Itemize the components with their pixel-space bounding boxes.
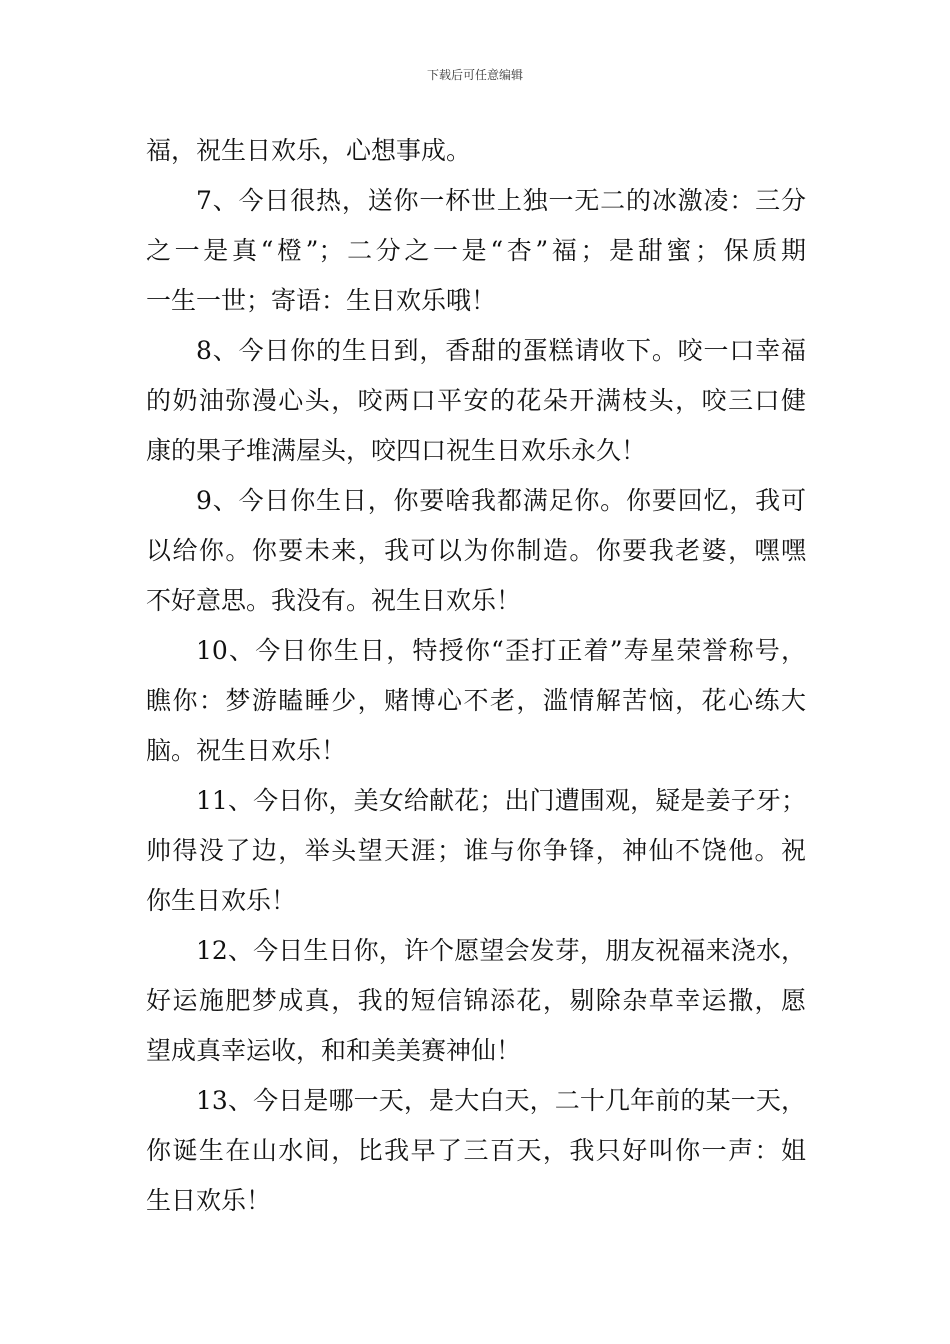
paragraph-12 — [146, 926, 806, 1076]
paragraph-line: 7、今日很热，送你一杯世上独一无二的冰激凌：三分 — [196, 186, 806, 215]
paragraph-line: 生日欢乐！ — [146, 1186, 272, 1215]
paragraph-8 — [146, 326, 806, 476]
document-body — [146, 126, 806, 1226]
paragraph-line: 好运施肥梦成真，我的短信锦添花，剔除杂草幸运撒，愿 — [146, 986, 806, 1015]
paragraph-line: 你生日欢乐！ — [146, 886, 297, 915]
paragraph-line: 13、今日是哪一天，是大白天，二十几年前的某一天， — [196, 1086, 806, 1115]
paragraph-line: 之一是真“橙”；二分之一是“杏”福；是甜蜜；保质期 — [146, 236, 806, 265]
paragraph-line: 以给你。你要未来，我可以为你制造。你要我老婆，嘿嘿 — [146, 536, 806, 565]
paragraph-line: 9、今日你生日，你要啥我都满足你。你要回忆，我可 — [196, 486, 806, 515]
paragraph-line: 康的果子堆满屋头，咬四口祝生日欢乐永久！ — [146, 436, 647, 465]
paragraph-line: 10、今日你生日，特授你“歪打正着”寿星荣誉称号， — [196, 636, 806, 665]
header-note: 下载后可任意编辑 — [426, 68, 523, 82]
paragraph-line: 11、今日你，美女给献花；出门遭围观，疑是姜子牙； — [196, 786, 806, 815]
paragraph-11 — [146, 776, 806, 926]
paragraph-line: 一生一世；寄语：生日欢乐哦！ — [146, 286, 497, 315]
paragraph-line: 的奶油弥漫心头，咬两口平安的花朵开满枝头，咬三口健 — [146, 386, 806, 415]
paragraph-line: 脑。祝生日欢乐！ — [146, 736, 347, 765]
paragraph-line: 望成真幸运收，和和美美赛神仙！ — [146, 1036, 522, 1065]
paragraph-continued — [146, 126, 806, 176]
paragraph-line: 8、今日你的生日到，香甜的蛋糕请收下。咬一口幸福 — [196, 336, 806, 365]
paragraph-10 — [146, 626, 806, 776]
paragraph-line: 12、今日生日你，许个愿望会发芽，朋友祝福来浇水， — [196, 936, 806, 965]
paragraph-line: 瞧你：梦游瞌睡少，赌博心不老，滥情解苦恼，花心练大 — [146, 686, 806, 715]
paragraph-13 — [146, 1076, 806, 1226]
paragraph-line: 福，祝生日欢乐，心想事成。 — [146, 136, 472, 165]
paragraph-line: 帅得没了边，举头望天涯；谁与你争锋，神仙不饶他。祝 — [146, 836, 806, 865]
paragraph-9 — [146, 476, 806, 626]
paragraph-line: 不好意思。我没有。祝生日欢乐！ — [146, 586, 522, 615]
paragraph-line: 你诞生在山水间，比我早了三百天，我只好叫你一声：姐 — [146, 1136, 806, 1165]
paragraph-7 — [146, 176, 806, 326]
